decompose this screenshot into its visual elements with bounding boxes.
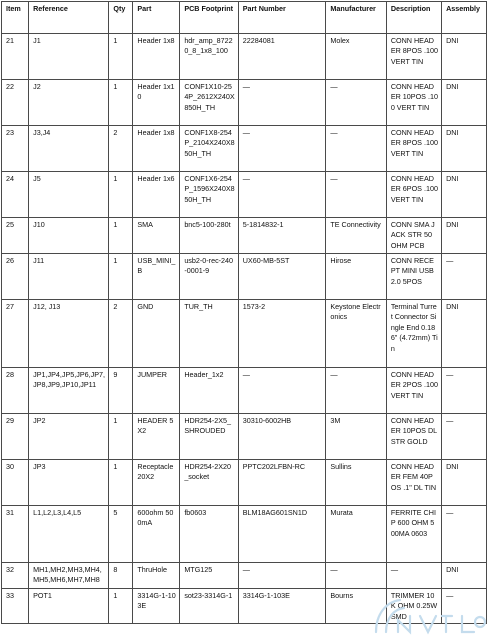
cell-qty: 1 (109, 589, 133, 624)
table-row (2, 506, 487, 563)
cell-qty: 1 (109, 34, 133, 80)
cell-assembly: — (442, 254, 487, 300)
cell-part-number: — (238, 368, 326, 414)
cell-qty: 1 (109, 414, 133, 460)
cell-part: Header 1x8 (133, 126, 180, 172)
cell-reference: J2 (29, 80, 109, 126)
header-part: Part (133, 2, 180, 34)
cell-manufacturer: TE Connectivity (326, 218, 386, 254)
cell-manufacturer: — (326, 80, 386, 126)
cell-assembly: — (442, 506, 487, 563)
cell-reference: J1 (29, 34, 109, 80)
header-part-number: Part Number (238, 2, 326, 34)
cell-item: 33 (2, 589, 29, 624)
cell-assembly: DNI (442, 218, 487, 254)
cell-reference: JP1,JP4,JP5,JP6,JP7,JP8,JP9,JP10,JP11 (29, 368, 109, 414)
cell-part-number: — (238, 126, 326, 172)
cell-footprint: Header_1x2 (180, 368, 238, 414)
cell-part-number: UX60-MB-5ST (238, 254, 326, 300)
cell-description: CONN HEADER 10POS .100 VERT TIN (386, 80, 441, 126)
cell-manufacturer: Hirose (326, 254, 386, 300)
cell-footprint: CONF1X8-254P_2104X240X850H_TH (180, 126, 238, 172)
table-row (2, 254, 487, 300)
cell-description: CONN HEADER 10POS DL STR GOLD (386, 414, 441, 460)
table-row (2, 126, 487, 172)
header-row (2, 2, 487, 34)
cell-description: CONN HEADER 8POS .100 VERT TIN (386, 126, 441, 172)
cell-footprint: TUR_TH (180, 300, 238, 368)
cell-item: 32 (2, 563, 29, 589)
cell-assembly: DNI (442, 34, 487, 80)
header-reference: Reference (29, 2, 109, 34)
table-row (2, 300, 487, 368)
cell-item: 28 (2, 368, 29, 414)
cell-item: 24 (2, 172, 29, 218)
cell-part-number: 5-1814832-1 (238, 218, 326, 254)
table-row (2, 589, 487, 624)
cell-manufacturer: Bourns (326, 589, 386, 624)
cell-part: Header 1x10 (133, 80, 180, 126)
cell-footprint: MTG125 (180, 563, 238, 589)
cell-manufacturer: Keystone Electronics (326, 300, 386, 368)
bom-table (1, 1, 487, 624)
cell-description: CONN HEADER 8POS .100 VERT TIN (386, 34, 441, 80)
cell-reference: JP2 (29, 414, 109, 460)
cell-assembly: — (442, 368, 487, 414)
cell-item: 27 (2, 300, 29, 368)
cell-reference: JP3 (29, 460, 109, 506)
header-assembly: Assembly (442, 2, 487, 34)
cell-footprint: fb0603 (180, 506, 238, 563)
cell-assembly: — (442, 414, 487, 460)
cell-part-number: — (238, 80, 326, 126)
cell-qty: 2 (109, 126, 133, 172)
table-row (2, 218, 487, 254)
cell-qty: 1 (109, 218, 133, 254)
cell-item: 31 (2, 506, 29, 563)
cell-qty: 1 (109, 172, 133, 218)
cell-part: 3314G-1-103E (133, 589, 180, 624)
cell-description: — (386, 563, 441, 589)
cell-part: GND (133, 300, 180, 368)
cell-manufacturer: Murata (326, 506, 386, 563)
cell-item: 21 (2, 34, 29, 80)
table-row (2, 368, 487, 414)
cell-item: 22 (2, 80, 29, 126)
header-pcb-footprint: PCB Footprint (180, 2, 238, 34)
cell-reference: L1,L2,L3,L4,L5 (29, 506, 109, 563)
cell-part: 600ohm 500mA (133, 506, 180, 563)
cell-assembly: DNI (442, 126, 487, 172)
cell-reference: J10 (29, 218, 109, 254)
cell-item: 30 (2, 460, 29, 506)
cell-assembly: DNI (442, 300, 487, 368)
table-row (2, 80, 487, 126)
cell-reference: POT1 (29, 589, 109, 624)
cell-part: HEADER 5X2 (133, 414, 180, 460)
cell-part: USB_MINI_B (133, 254, 180, 300)
cell-reference: J12, J13 (29, 300, 109, 368)
cell-footprint: CONF1X10-254P_2612X240X850H_TH (180, 80, 238, 126)
cell-part-number: — (238, 563, 326, 589)
cell-part: Header 1x8 (133, 34, 180, 80)
cell-description: CONN HEADER FEM 40POS .1" DL TIN (386, 460, 441, 506)
cell-description: CONN HEADER 2POS .100 VERT TIN (386, 368, 441, 414)
cell-qty: 5 (109, 506, 133, 563)
cell-footprint: HDR254-2X20_socket (180, 460, 238, 506)
cell-footprint: HDR254-2X5_SHROUDED (180, 414, 238, 460)
cell-part: JUMPER (133, 368, 180, 414)
table-row (2, 460, 487, 506)
cell-reference: J3,J4 (29, 126, 109, 172)
cell-manufacturer: Molex (326, 34, 386, 80)
cell-qty: 2 (109, 300, 133, 368)
cell-description: TRIMMER 10K OHM 0.25W SMD (386, 589, 441, 624)
cell-description: FERRITE CHIP 600 OHM 500MA 0603 (386, 506, 441, 563)
cell-manufacturer: 3M (326, 414, 386, 460)
cell-part: Header 1x6 (133, 172, 180, 218)
cell-assembly: DNI (442, 172, 487, 218)
cell-qty: 1 (109, 460, 133, 506)
cell-footprint: CONF1X6-254P_1596X240X850H_TH (180, 172, 238, 218)
cell-part-number: 30310-6002HB (238, 414, 326, 460)
cell-part: ThruHole (133, 563, 180, 589)
cell-item: 23 (2, 126, 29, 172)
cell-manufacturer: — (326, 126, 386, 172)
cell-part-number: 22284081 (238, 34, 326, 80)
cell-manufacturer: — (326, 563, 386, 589)
cell-description: CONN RECEPT MINI USB2.0 5POS (386, 254, 441, 300)
cell-qty: 9 (109, 368, 133, 414)
cell-reference: J11 (29, 254, 109, 300)
table-row (2, 414, 487, 460)
table-row (2, 34, 487, 80)
header-manufacturer: Manufacturer (326, 2, 386, 34)
header-qty: Qty (109, 2, 133, 34)
cell-part-number: — (238, 172, 326, 218)
cell-item: 26 (2, 254, 29, 300)
cell-manufacturer: — (326, 172, 386, 218)
cell-qty: 1 (109, 254, 133, 300)
cell-part-number: 1573-2 (238, 300, 326, 368)
cell-reference: J5 (29, 172, 109, 218)
cell-description: Terminal Turret Connector Single End 0.186" (4.72mm) Tin (386, 300, 441, 368)
cell-part-number: PPTC202LFBN-RC (238, 460, 326, 506)
cell-part-number: 3314G-1-103E (238, 589, 326, 624)
cell-manufacturer: Sullins (326, 460, 386, 506)
cell-footprint: usb2-0-rec-240-0001-9 (180, 254, 238, 300)
cell-reference: MH1,MH2,MH3,MH4,MH5,MH6,MH7,MH8 (29, 563, 109, 589)
table-row (2, 172, 487, 218)
cell-qty: 8 (109, 563, 133, 589)
cell-assembly: DNI (442, 563, 487, 589)
cell-assembly: — (442, 589, 487, 624)
header-description: Description (386, 2, 441, 34)
cell-description: CONN HEADER 6POS .100 VERT TIN (386, 172, 441, 218)
cell-description: CONN SMA JACK STR 50 OHM PCB (386, 218, 441, 254)
table-row (2, 563, 487, 589)
cell-footprint: sot23-3314G-1 (180, 589, 238, 624)
cell-qty: 1 (109, 80, 133, 126)
header-item: Item (2, 2, 29, 34)
cell-manufacturer: — (326, 368, 386, 414)
cell-part-number: BLM18AG601SN1D (238, 506, 326, 563)
cell-part: Receptacle 20X2 (133, 460, 180, 506)
cell-item: 29 (2, 414, 29, 460)
cell-assembly: DNI (442, 80, 487, 126)
cell-item: 25 (2, 218, 29, 254)
cell-assembly: DNI (442, 460, 487, 506)
cell-part: SMA (133, 218, 180, 254)
cell-footprint: hdr_amp_87220_8_1x8_100 (180, 34, 238, 80)
cell-footprint: bnc5-100-280t (180, 218, 238, 254)
